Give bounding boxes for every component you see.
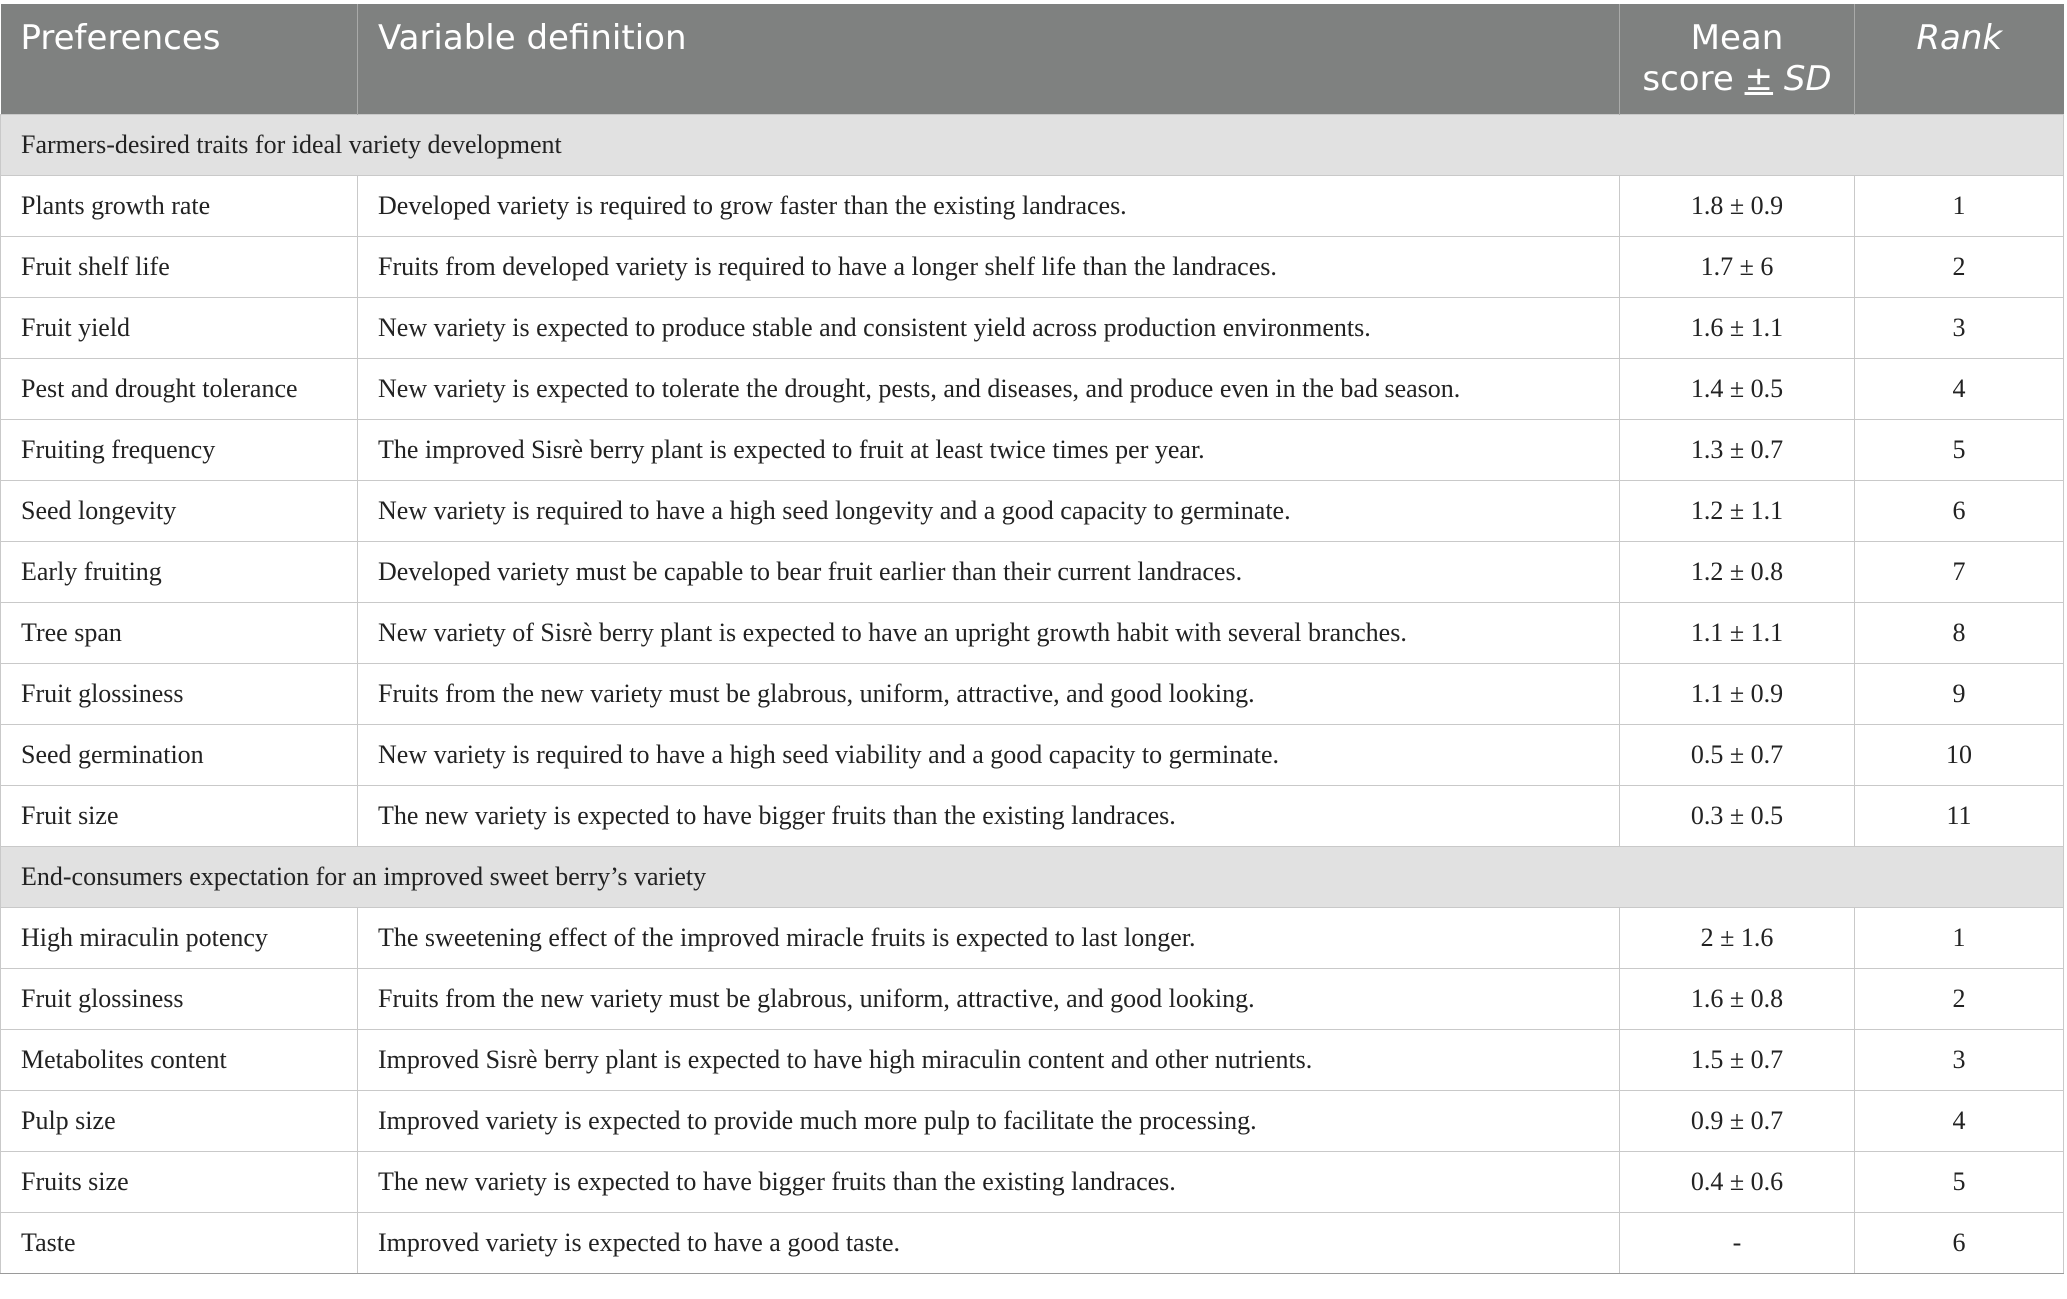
cell-mean-score: 1.2 ± 0.8 <box>1620 541 1855 602</box>
cell-rank: 1 <box>1855 175 2064 236</box>
cell-definition: New variety of Sisrè berry plant is expected to have an upright growth habit with several branches. <box>358 602 1620 663</box>
cell-preference: Fruit shelf life <box>1 236 358 297</box>
cell-definition: New variety is required to have a high seed viability and a good capacity to germinate. <box>358 724 1620 785</box>
cell-mean-score: 0.9 ± 0.7 <box>1620 1090 1855 1151</box>
cell-rank: 8 <box>1855 602 2064 663</box>
cell-definition: New variety is expected to produce stable and consistent yield across production environments. <box>358 297 1620 358</box>
header-mean-score <box>1620 4 1855 114</box>
cell-definition: Fruits from the new variety must be glabrous, uniform, attractive, and good looking. <box>358 663 1620 724</box>
cell-definition: The new variety is expected to have bigger fruits than the existing landraces. <box>358 785 1620 846</box>
cell-preference: Taste <box>1 1212 358 1273</box>
table-row <box>1 1212 2064 1273</box>
cell-preference: Fruit glossiness <box>1 968 358 1029</box>
cell-mean-score: 0.3 ± 0.5 <box>1620 785 1855 846</box>
preferences-table <box>0 4 2064 1274</box>
header-row <box>1 4 2064 114</box>
header-preferences: Preferences <box>1 4 358 114</box>
cell-mean-score: 2 ± 1.6 <box>1620 907 1855 968</box>
table-row <box>1 358 2064 419</box>
cell-definition: Fruits from developed variety is required to have a longer shelf life than the landraces. <box>358 236 1620 297</box>
cell-rank: 5 <box>1855 1151 2064 1212</box>
cell-mean-score: 1.5 ± 0.7 <box>1620 1029 1855 1090</box>
cell-definition: Developed variety is required to grow faster than the existing landraces. <box>358 175 1620 236</box>
cell-preference: Plants growth rate <box>1 175 358 236</box>
header-mean-sd: SD <box>1773 59 1832 99</box>
cell-definition: The sweetening effect of the improved miracle fruits is expected to last longer. <box>358 907 1620 968</box>
cell-rank: 1 <box>1855 907 2064 968</box>
cell-definition: The improved Sisrè berry plant is expected to fruit at least twice times per year. <box>358 419 1620 480</box>
cell-rank: 6 <box>1855 1212 2064 1273</box>
header-mean-line1: Mean <box>1690 18 1784 58</box>
header-variable-definition: Variable definition <box>358 4 1620 114</box>
header-rank <box>1855 4 2064 114</box>
cell-mean-score: 1.7 ± 6 <box>1620 236 1855 297</box>
cell-mean-score: - <box>1620 1212 1855 1273</box>
cell-rank: 10 <box>1855 724 2064 785</box>
cell-definition: Improved Sisrè berry plant is expected to have high miraculin content and other nutrients. <box>358 1029 1620 1090</box>
cell-preference: Early fruiting <box>1 541 358 602</box>
table-header <box>1 4 2064 114</box>
cell-preference: Metabolites content <box>1 1029 358 1090</box>
section-row <box>1 114 2064 175</box>
cell-preference: Pulp size <box>1 1090 358 1151</box>
table-row <box>1 1029 2064 1090</box>
cell-mean-score: 1.4 ± 0.5 <box>1620 358 1855 419</box>
section-title: End-consumers expectation for an improved sweet berry’s variety <box>1 846 2064 907</box>
cell-mean-score: 1.8 ± 0.9 <box>1620 175 1855 236</box>
cell-preference: Seed longevity <box>1 480 358 541</box>
cell-preference: Fruits size <box>1 1151 358 1212</box>
table-row <box>1 297 2064 358</box>
cell-mean-score: 1.3 ± 0.7 <box>1620 419 1855 480</box>
table-row <box>1 663 2064 724</box>
table-row <box>1 968 2064 1029</box>
cell-definition: The new variety is expected to have bigger fruits than the existing landraces. <box>358 1151 1620 1212</box>
table-row <box>1 785 2064 846</box>
table-row <box>1 1090 2064 1151</box>
cell-preference: Fruit yield <box>1 297 358 358</box>
cell-rank: 5 <box>1855 419 2064 480</box>
table-row <box>1 236 2064 297</box>
header-rank-label: Rank <box>1916 18 2003 58</box>
cell-mean-score: 1.6 ± 1.1 <box>1620 297 1855 358</box>
cell-preference: Tree span <box>1 602 358 663</box>
cell-rank: 4 <box>1855 1090 2064 1151</box>
cell-preference: High miraculin potency <box>1 907 358 968</box>
cell-preference: Pest and drought tolerance <box>1 358 358 419</box>
cell-mean-score: 1.1 ± 1.1 <box>1620 602 1855 663</box>
cell-mean-score: 1.6 ± 0.8 <box>1620 968 1855 1029</box>
cell-preference: Fruiting frequency <box>1 419 358 480</box>
cell-rank: 2 <box>1855 236 2064 297</box>
table-row <box>1 907 2064 968</box>
cell-rank: 3 <box>1855 297 2064 358</box>
table-row <box>1 541 2064 602</box>
table-row <box>1 480 2064 541</box>
table-row <box>1 1151 2064 1212</box>
cell-definition: Developed variety must be capable to bear fruit earlier than their current landraces. <box>358 541 1620 602</box>
cell-rank: 2 <box>1855 968 2064 1029</box>
cell-rank: 6 <box>1855 480 2064 541</box>
cell-rank: 9 <box>1855 663 2064 724</box>
cell-rank: 4 <box>1855 358 2064 419</box>
cell-preference: Fruit size <box>1 785 358 846</box>
cell-mean-score: 1.2 ± 1.1 <box>1620 480 1855 541</box>
cell-mean-score: 0.4 ± 0.6 <box>1620 1151 1855 1212</box>
table-row <box>1 724 2064 785</box>
cell-mean-score: 1.1 ± 0.9 <box>1620 663 1855 724</box>
cell-rank: 11 <box>1855 785 2064 846</box>
table-row <box>1 419 2064 480</box>
cell-definition: New variety is required to have a high seed longevity and a good capacity to germinate. <box>358 480 1620 541</box>
cell-preference: Seed germination <box>1 724 358 785</box>
cell-definition: Improved variety is expected to have a good taste. <box>358 1212 1620 1273</box>
cell-definition: New variety is expected to tolerate the drought, pests, and diseases, and produce even in the bad season. <box>358 358 1620 419</box>
cell-preference: Fruit glossiness <box>1 663 358 724</box>
cell-rank: 7 <box>1855 541 2064 602</box>
section-title: Farmers-desired traits for ideal variety development <box>1 114 2064 175</box>
header-mean-pm: ± <box>1744 59 1774 99</box>
table-body <box>1 114 2064 1273</box>
section-row <box>1 846 2064 907</box>
cell-mean-score: 0.5 ± 0.7 <box>1620 724 1855 785</box>
table-row <box>1 602 2064 663</box>
table-row <box>1 175 2064 236</box>
cell-definition: Fruits from the new variety must be glabrous, uniform, attractive, and good looking. <box>358 968 1620 1029</box>
header-mean-line2-a: score <box>1642 59 1745 99</box>
cell-definition: Improved variety is expected to provide much more pulp to facilitate the processing. <box>358 1090 1620 1151</box>
table-container <box>0 4 2063 1274</box>
cell-rank: 3 <box>1855 1029 2064 1090</box>
